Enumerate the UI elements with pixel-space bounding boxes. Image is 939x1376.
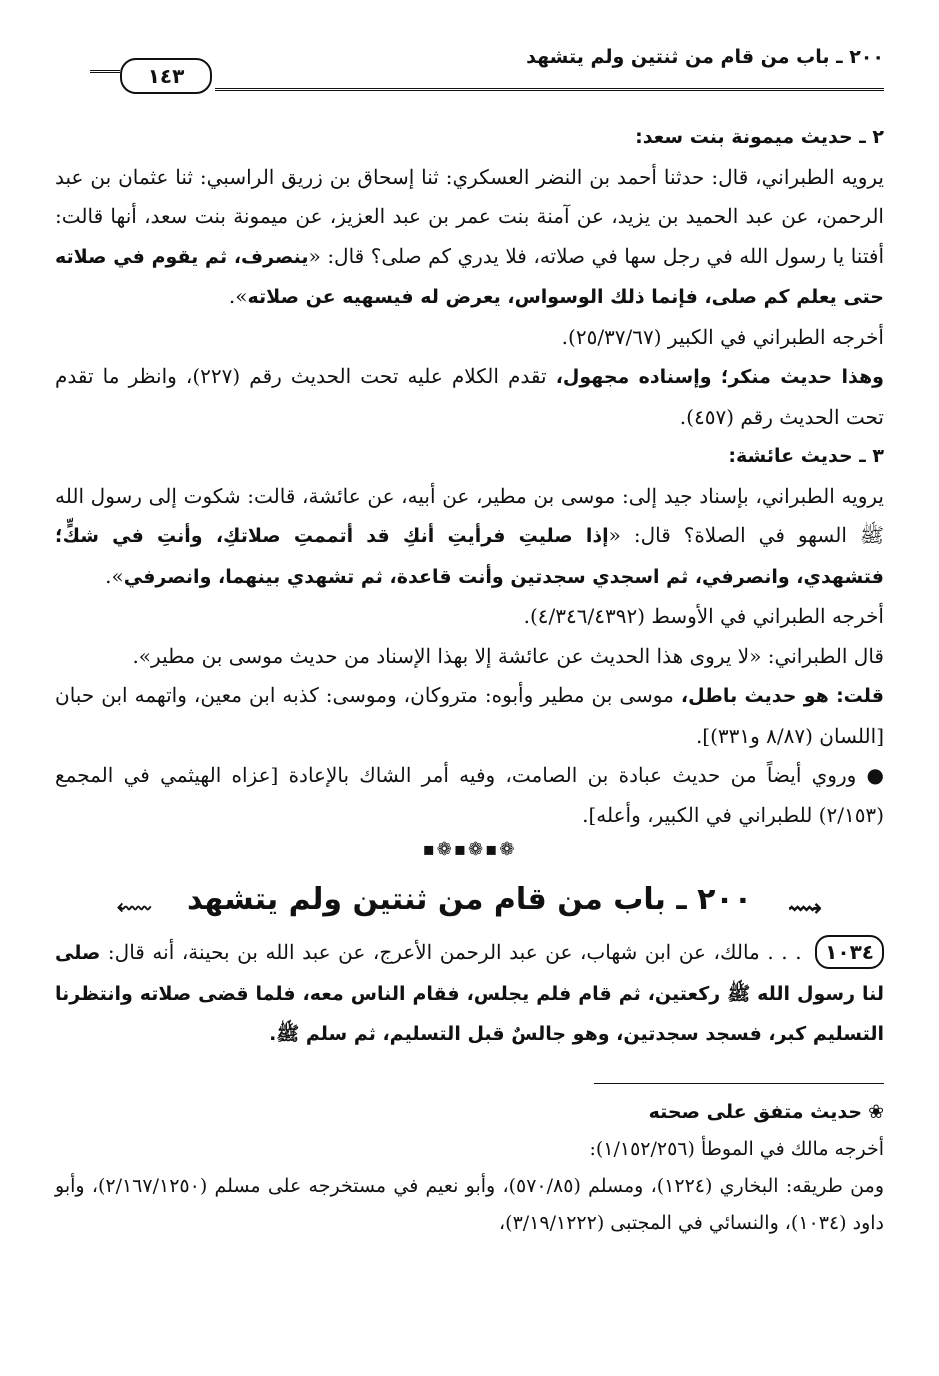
hadith-1034-matn: صلى لنا رسول الله ﷺ ركعتين، ثم قام فلم يجلس، فقام الناس معه، فلما قضى صلاته وانتظرنا التسليم كبر، فسجد سجدتين، وهو جالسٌ قبل التسليم، ثم سلم ﷺ. — [55, 942, 884, 1045]
hadith-3-close: ». — [105, 563, 124, 588]
running-title: ٢٠٠ ـ باب من قام من ثنتين ولم يتشهد — [526, 46, 884, 68]
footnote-rule — [594, 1083, 884, 1084]
hadith-3-matn: إذا صليتِ فرأيتِ أنكِ قد أتممتِ صلاتكِ، وأنتِ في شكٍّ؛ فتشهدي، وانصرفي، ثم اسجدي سجدتين وأنت قاعدة، ثم تشهدي بينهما، وانصرفي — [55, 525, 884, 588]
hadith-3-heading: ٣ ـ حديث عائشة: — [728, 445, 884, 467]
hadith-2-isnad: يرويه الطبراني، قال: حدثنا أحمد بن النضر العسكري: ثنا إسحاق بن زريق الراسبي: ثنا عثمان بن عبد الرحمن، عن عبد الحميد بن يزيد، عن آمنة بنت عمر بن عبد العزيز، عن ميمونة بنت سعد، أنها قالت: أفتنا يا رسول الله في رجل سها في صلاته، فلا يدري كم صلى؟ قال: « — [55, 164, 884, 268]
page-number-badge: ١٤٣ — [120, 58, 212, 94]
chapter-title-wrap — [117, 877, 822, 923]
hadith-3-takhrij: أخرجه الطبراني في الأوسط (٤/٣٤٦/٤٣٩٢). — [523, 604, 884, 628]
hadith-2-judgement-bold: وهذا حديث منكر؛ وإسناده مجهول، — [555, 366, 884, 388]
chapter-title: ٢٠٠ ـ باب من قام من ثنتين ولم يتشهد — [186, 882, 753, 917]
hadith-3-text — [55, 477, 884, 598]
chapter-ornament-left: ⬳ — [116, 894, 152, 922]
header-rule-left — [90, 70, 120, 73]
hadith-2-matn: ينصرف، ثم يقوم في صلاته حتى يعلم كم صلى، فإنما ذلك الوسواس، يعرض له فيسهيه عن صلاته — [55, 245, 884, 308]
hadith-3-tabarani-note: قال الطبراني: «لا يروى هذا الحديث عن عائشة إلا بهذا الإسناد من حديث موسى بن مطير». — [132, 643, 884, 668]
hadith-2-heading: ٢ ـ حديث ميمونة بنت سعد: — [635, 126, 884, 148]
hadith-1034 — [55, 933, 884, 1055]
page-body — [55, 118, 884, 1242]
hadith-1034-isnad: . . . مالك، عن ابن شهاب، عن عبد الرحمن الأعرج، عن عبد الله بن بحينة، أنه قال: — [100, 940, 810, 964]
hadith-2-judgement-text: تقدم الكلام عليه تحت الحديث رقم (٢٢٧)، وانظر ما تقدم تحت الحديث رقم (٤٥٧). — [55, 364, 884, 429]
hadith-2-text — [55, 158, 884, 318]
footnote-1: أخرجه مالك في الموطأ (١/١٥٢/٢٥٦): — [589, 1137, 884, 1160]
hadith-3-qultu-bold: قلت: هو حديث باطل، — [680, 685, 884, 707]
footnote-title-text: حديث متفق على صحته — [648, 1100, 863, 1123]
footnote-title — [55, 1094, 884, 1131]
footnote-2: ومن طريقه: البخاري (١٢٢٤)، ومسلم (٥٧٠/٨٥)، وأبو نعيم في مستخرجه على مسلم (٢/١٦٧/١٢٥٠)، وأبو داود (١٠٣٤)، والنسائي في المجتبى (٣/١٩/١٢٢٢)، — [55, 1174, 884, 1234]
footnote-marker-icon: ❀ — [862, 1100, 884, 1123]
header-rule — [215, 88, 884, 91]
hadith-3-qultu-text: موسى بن مطير وأبوه: متروكان، وموسى: كذبه ابن معين، واتهمه ابن حبان [اللسان (٨/٨٧ و٣٣١)]. — [55, 683, 884, 748]
hadith-2-close: ». — [228, 284, 248, 308]
section-ornament: ❁▪❁▪❁▪ — [422, 839, 517, 860]
hadith-3-isnad: يرويه الطبراني، بإسناد جيد إلى: موسى بن مطير، عن أبيه، عن عائشة، قالت: شكوت إلى رسول الله ﷺ السهو في الصلاة؟ قال: « — [55, 483, 885, 547]
hadith-3-qultu — [55, 676, 884, 756]
chapter-heading — [55, 877, 884, 923]
hadith-2-judgement — [55, 357, 884, 437]
page-header — [90, 40, 884, 100]
hadith-number-badge: ١٠٣٤ — [815, 935, 884, 969]
chapter-ornament-right: ⟿ — [787, 894, 823, 922]
hadith-2-takhrij: أخرجه الطبراني في الكبير (٢٥/٣٧/٦٧). — [561, 324, 884, 349]
hadith-3-also: ● وروي أيضاً من حديث عبادة بن الصامت، وفيه أمر الشاك بالإعادة [عزاه الهيثمي في المجمع (٢/١٥٣) للطبراني في الكبير، وأعله]. — [55, 763, 884, 827]
